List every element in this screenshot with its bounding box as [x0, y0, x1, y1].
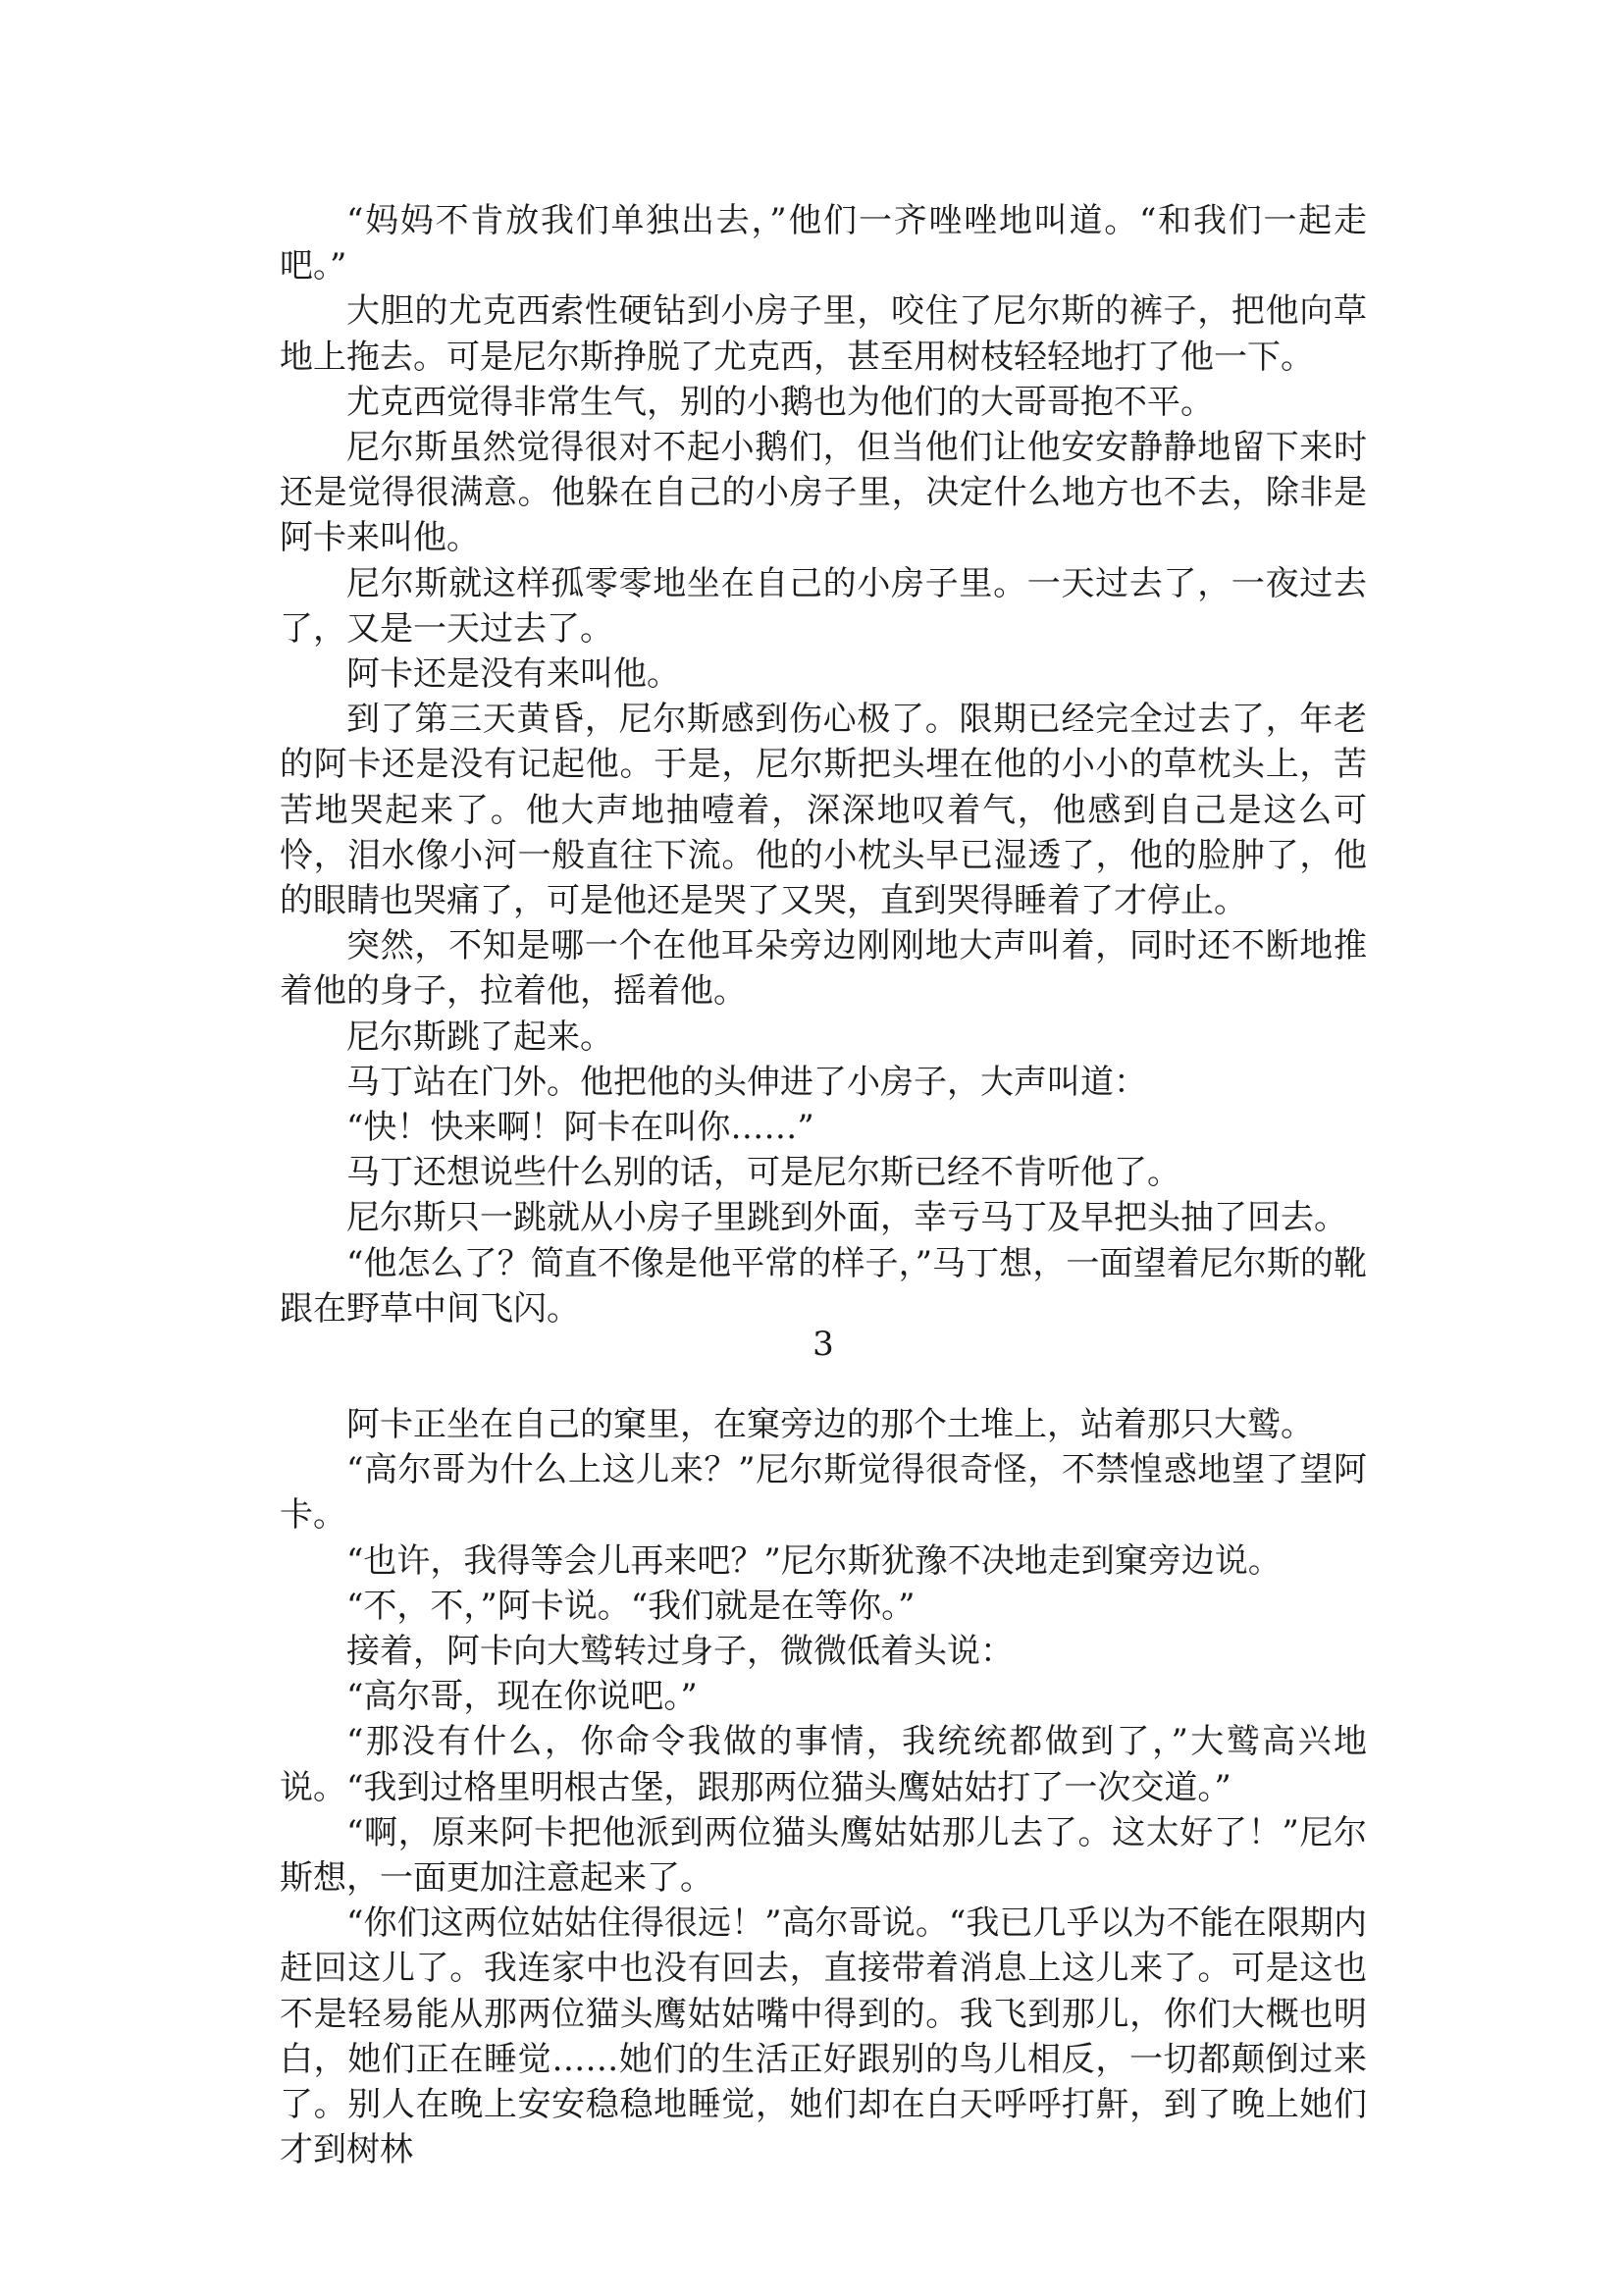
paragraph: 尤克西觉得非常生气，别的小鹅也为他们的大哥哥抱不平。 — [346, 382, 1214, 422]
paragraph: 尼尔斯虽然觉得很对不起小鹅们，但当他们让他安安静静地留下来时还是觉得很满意。他躲在自己的小房子里，决定什么地方也不去，除非是阿卡来叫他。 — [280, 428, 1367, 558]
paragraph: “妈妈不肯放我们单独出去，”他们一齐唑唑地叫道。“和我们一起走吧。” — [280, 201, 1367, 287]
paragraph: 马丁站在门外。他把他的头伸进了小房子，大声叫道： — [346, 1062, 1147, 1102]
paragraph: “快！快来啊！阿卡在叫你……” — [346, 1108, 814, 1148]
paragraph: 到了第三天黄昏，尼尔斯感到伤心极了。限期已经完全过去了，年老的阿卡还是没有记起他。于是，尼尔斯把头埋在他的小小的草枕头上，苦苦地哭起来了。他大声地抽噎着，深深地叹着气，他感到自己是这么可怜，泪水像小河一般直往下流。他的小枕头早已湿透了，他的脸肿了，他的眼睛也哭痛了，可是他还是哭了又哭，直到哭得睡着了才停止。 — [280, 700, 1367, 921]
paragraph: 尼尔斯只一跳就从小房子里跳到外面，幸亏马丁及早把头抽了回去。 — [346, 1198, 1347, 1238]
paragraph: 接着，阿卡向大鹫转过身子，微微低着头说： — [346, 1632, 1014, 1672]
paragraph: 尼尔斯跳了起来。 — [346, 1017, 613, 1057]
section-number-heading: 3 — [812, 1325, 834, 1364]
paragraph: “你们这两位姑姑住得很远！”高尔哥说。“我已几乎以为不能在限期内赶回这儿了。我连家中也没有回去，直接带着消息上这儿来了。可是这也不是轻易能从那两位猫头鹰姑姑嘴中得到的。我飞到那儿，你们大概也明白，她们正在睡觉……她们的生活正好跟别的鸟儿相反，一切都颠倒过来了。别人在晚上安安稳稳地睡觉，她们却在白天呼呼打鼾，到了晚上她们才到树林 — [280, 1903, 1367, 2170]
paragraph: “他怎么了？简直不像是他平常的样子，”马丁想，一面望着尼尔斯的靴跟在野草中间飞闪。 — [280, 1243, 1367, 1329]
text-section-lower — [280, 1402, 1367, 2172]
paragraph: “不，不，”阿卡说。“我们就是在等你。” — [346, 1586, 916, 1626]
paragraph: 阿卡还是没有来叫他。 — [346, 654, 680, 695]
paragraph: “那没有什么，你命令我做的事情，我统统都做到了，”大鹫高兴地说。“我到过格里明根古堡，跟那两位猫头鹰姑姑打了一次交道。” — [280, 1722, 1367, 1807]
paragraph: “啊，原来阿卡把他派到两位猫头鹰姑姑那儿去了。这太好了！”尼尔斯想，一面更加注意起来了。 — [280, 1812, 1367, 1899]
text-section-upper — [280, 198, 1367, 1331]
paragraph: “也许，我得等会儿再来吧？”尼尔斯犹豫不决地走到窠旁边说。 — [346, 1540, 1282, 1581]
paragraph: “高尔哥为什么上这儿来？”尼尔斯觉得很奇怪，不禁惶惑地望了望阿卡。 — [280, 1450, 1367, 1536]
paragraph: 阿卡正坐在自己的窠里，在窠旁边的那个土堆上，站着那只大鹫。 — [346, 1405, 1314, 1444]
paragraph: 突然，不知是哪一个在他耳朵旁边刚刚地大声叫着，同时还不断地推着他的身子，拉着他，摇着他。 — [280, 926, 1367, 1012]
paragraph: 尼尔斯就这样孤零零地坐在自己的小房子里。一天过去了，一夜过去了，又是一天过去了。 — [280, 563, 1367, 649]
paragraph: 大胆的尤克西索性硬钻到小房子里，咬住了尼尔斯的裤子，把他向草地上拖去。可是尼尔斯挣脱了尤克西，甚至用树枝轻轻地打了他一下。 — [280, 291, 1367, 377]
paragraph: 马丁还想说些什么别的话，可是尼尔斯已经不肯听他了。 — [346, 1153, 1180, 1193]
paragraph: “高尔哥，现在你说吧。” — [346, 1677, 698, 1717]
